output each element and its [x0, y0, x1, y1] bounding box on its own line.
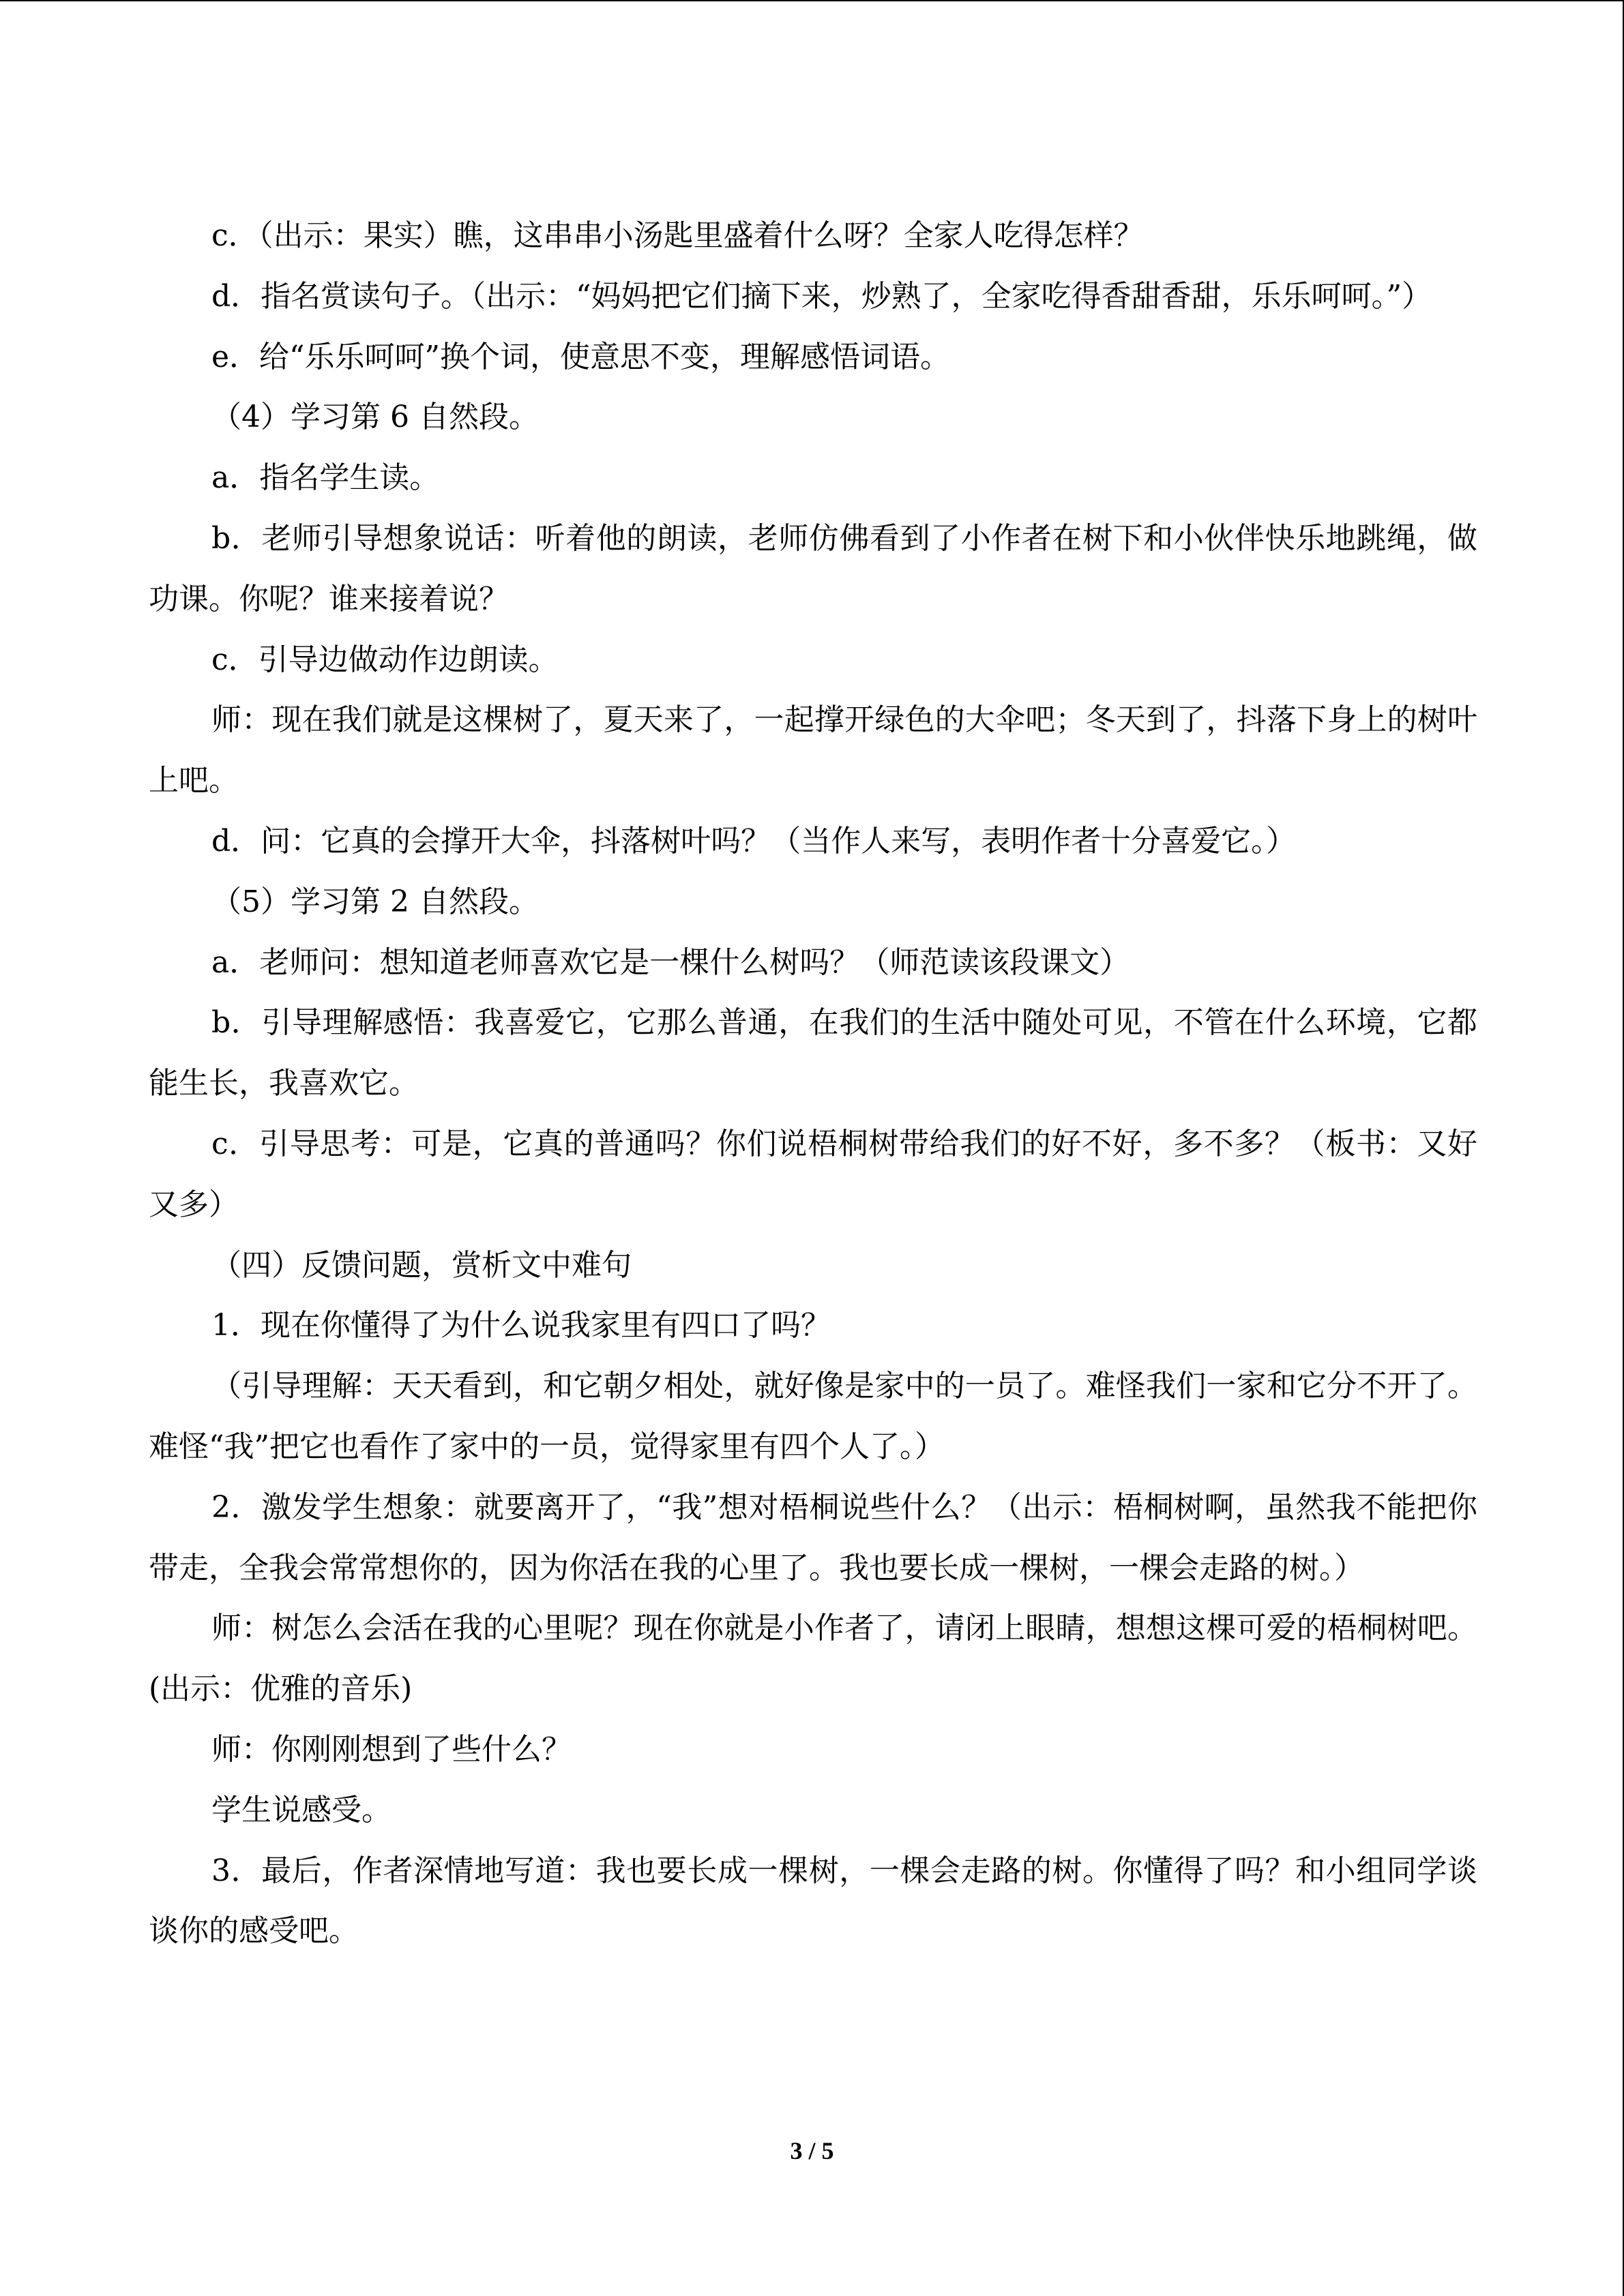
paragraph: 师：现在我们就是这棵树了，夏天来了，一起撑开绿色的大伞吧；冬天到了，抖落下身上的树叶上吧。	[149, 702, 1477, 799]
paragraph: b．老师引导想象说话：听着他的朗读，老师仿佛看到了小作者在树下和小伙伴快乐地跳绳，做功课。你呢？谁来接着说？	[149, 520, 1477, 616]
page-number: 3 / 5	[790, 2137, 834, 2164]
paragraph: a．老师问：想知道老师喜欢它是一棵什么树吗？（师范读该段课文）	[211, 944, 1130, 980]
paragraph: c．引导思考：可是，它真的普通吗？你们说梧桐树带给我们的好不好，多不多？（板书：又好又多）	[149, 1126, 1477, 1222]
section-heading: （5）学习第 2 自然段。	[211, 884, 539, 919]
section-heading: （4）学习第 6 自然段。	[211, 400, 539, 435]
paragraph: 2．激发学生想象：就要离开了，“我”想对梧桐说些什么？（出示：梧桐树啊，虽然我不能把你带走，全我会常常想你的，因为你活在我的心里了。我也要长成一棵树，一棵会走路的树。）	[149, 1489, 1477, 1585]
paragraph: c．（出示：果实）瞧，这串串小汤匙里盛着什么呀？全家人吃得怎样？	[211, 218, 1144, 253]
paragraph: d．问：它真的会撑开大伞，抖落树叶吗？（当作人来写，表明作者十分喜爱它。）	[211, 823, 1297, 859]
paragraph: b．引导理解感悟：我喜爱它，它那么普通，在我们的生活中随处可见，不管在什么环境，它都能生长，我喜欢它。	[149, 1005, 1477, 1101]
paragraph: 师：树怎么会活在我的心里呢？现在你就是小作者了，请闭上眼睛，想想这棵可爱的梧桐树吧。(出示：优雅的音乐)	[149, 1611, 1477, 1707]
paragraph: c．引导边做动作边朗读。	[211, 642, 559, 677]
paragraph: 师：你刚刚想到了些什么？	[211, 1731, 572, 1767]
paragraph: e．给“乐乐呵呵”换个词，使意思不变，理解感悟词语。	[211, 339, 951, 374]
document-body	[149, 206, 1477, 1962]
paragraph: 学生说感受。	[211, 1792, 392, 1828]
paragraph: a．指名学生读。	[211, 460, 440, 496]
section-heading: （四）反馈问题，赏析文中难句	[211, 1247, 632, 1283]
paragraph: d．指名赏读句子。（出示：“妈妈把它们摘下来，炒熟了，全家吃得香甜香甜，乐乐呵呵。”）	[211, 278, 1432, 314]
paragraph: （引导理解：天天看到，和它朝夕相处，就好像是家中的一员了。难怪我们一家和它分不开了。难怪“我”把它也看作了家中的一员，觉得家里有四个人了。）	[149, 1369, 1477, 1464]
paragraph: 1．现在你懂得了为什么说我家里有四口了吗？	[211, 1308, 831, 1343]
paragraph: 3．最后，作者深情地写道：我也要长成一棵树，一棵会走路的树。你懂得了吗？和小组同学谈谈你的感受吧。	[149, 1853, 1477, 1949]
